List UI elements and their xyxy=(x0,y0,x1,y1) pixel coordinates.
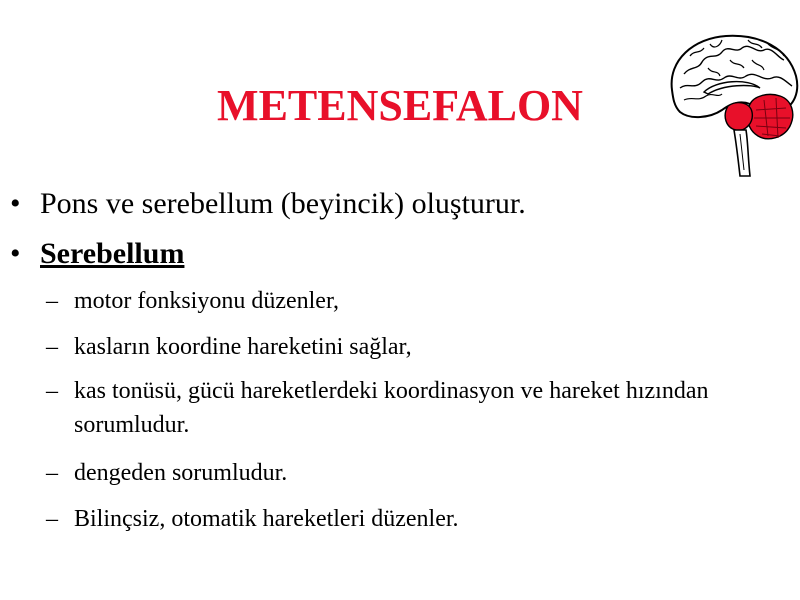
bullet-text: Pons ve serebellum (beyincik) oluşturur. xyxy=(40,187,526,220)
sub-bullet-text: kas tonüsü, gücü hareketlerdeki koordinasyon ve hareket hızından sorumludur. xyxy=(74,378,709,438)
dash-marker: – xyxy=(46,334,58,360)
sub-list-item xyxy=(46,374,790,442)
bullet-heading-serebellum: Serebellum xyxy=(40,237,185,270)
sub-list-item xyxy=(46,502,790,536)
sub-bullet-text: Bilinçsiz, otomatik hareketleri düzenler. xyxy=(74,506,459,532)
bullet-marker: • xyxy=(10,237,21,270)
sub-bullet-text: kasların koordine hareketini sağlar, xyxy=(74,334,412,360)
dash-marker: – xyxy=(46,378,58,404)
sub-list-item xyxy=(46,330,790,364)
sub-bullet-text: motor fonksiyonu düzenler, xyxy=(74,288,339,314)
bullet-marker: • xyxy=(10,187,21,220)
sub-list-item xyxy=(46,284,790,318)
brain-icon xyxy=(664,30,800,180)
sub-bullet-text: dengeden sorumludur. xyxy=(74,460,288,486)
dash-marker: – xyxy=(46,288,58,314)
list-item xyxy=(10,236,184,272)
list-item xyxy=(10,186,526,222)
slide-title: METENSEFALON xyxy=(217,81,583,130)
dash-marker: – xyxy=(46,460,58,486)
sub-list-item xyxy=(46,456,790,490)
dash-marker: – xyxy=(46,506,58,532)
